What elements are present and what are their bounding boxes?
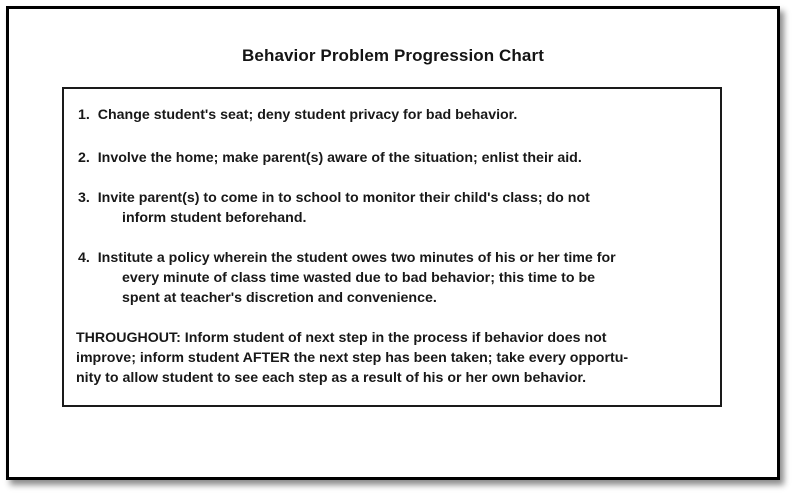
- step-line: [78, 248, 708, 268]
- step-item: [78, 148, 708, 168]
- step-text-continuation: spent at teacher's discretion and convenience.: [122, 290, 437, 306]
- throughout-note: [76, 328, 712, 388]
- step-item: [78, 105, 708, 125]
- step-text-continuation: inform student beforehand.: [122, 210, 307, 226]
- step-text-continuation: every minute of class time wasted due to bad behavior; this time to be: [122, 270, 596, 286]
- throughout-line: improve; inform student AFTER the next step has been taken; take every opportu-: [76, 350, 629, 366]
- step-line: [78, 188, 708, 208]
- step-item: [78, 248, 708, 308]
- document-title: Behavior Problem Progression Chart: [242, 46, 544, 65]
- step-text: Invite parent(s) to come in to school to monitor their child's class; do not: [97, 190, 590, 206]
- progression-steps-box: [62, 87, 722, 407]
- step-text: Institute a policy wherein the student owes two minutes of his or her time for: [97, 250, 616, 266]
- throughout-line: nity to allow student to see each step as a result of his or her own behavior.: [76, 370, 587, 386]
- step-line: [78, 105, 708, 125]
- throughout-line: THROUGHOUT: Inform student of next step in the process if behavior does not: [76, 330, 607, 346]
- step-text: Involve the home; make parent(s) aware of the situation; enlist their aid.: [97, 150, 582, 166]
- step-item: [78, 188, 708, 228]
- step-number: 4.: [78, 250, 90, 266]
- step-number: 3.: [78, 190, 90, 206]
- step-text: Change student's seat; deny student privacy for bad behavior.: [97, 107, 518, 123]
- step-number: 2.: [78, 150, 90, 166]
- step-number: 1.: [78, 107, 90, 123]
- step-line: [78, 148, 708, 168]
